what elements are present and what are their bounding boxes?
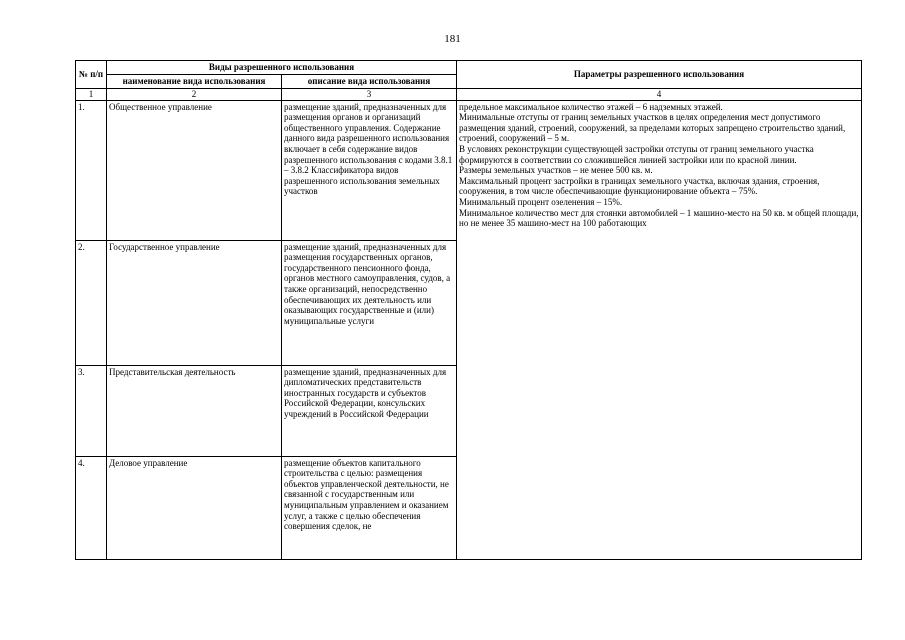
param-line: Минимальное количество мест для стоянки автомобилей – 1 машино-место на 50 кв. м общей площади, но не менее 35 машино-мест на 100 работающих [459,207,859,229]
param-line: предельное максимальное количество этажей – 6 надземных этажей. [459,101,723,112]
header-desc: описание вида использования [282,75,457,89]
row-description: размещение зданий, предназначенных для размещения органов и организаций общественного управления. Содержание данного вида разрешенного использования включает в себя содержание видов разрешенного использования с кодами 3.8.1 – 3.8.2 Классификатора видов разрешенного использования земельных участков [282,100,457,240]
row-name: Государственное управление [107,240,282,365]
row-number: 1. [76,100,107,240]
row-number: 3. [76,365,107,456]
table-row [76,100,862,240]
row-name: Общественное управление [107,100,282,240]
page-number: 181 [444,33,461,45]
permitted-use-table [75,60,862,560]
column-number-1: 1 [76,89,107,101]
row-name: Представительская деятельность [107,365,282,456]
header-params: Параметры разрешенного использования [457,61,862,89]
row-number: 4. [76,456,107,559]
header-name: наименование вида использования [107,75,282,89]
header-num: № п/п [76,61,107,89]
row-description: размещение зданий, предназначенных для размещения государственных органов, государственного пенсионного фонда, органов местного самоуправления, судов, а также организаций, непосредственно обеспечивающих их деятельность или оказывающих государственные и (или) муниципальные услуги [282,240,457,365]
row-description: размещение зданий, предназначенных для дипломатических представительств иностранных государств и субъектов Российской Федерации, консульских учреждений в Российской Федерации [282,365,457,456]
header-group-title: Виды разрешенного использования [107,61,457,75]
param-line: В условиях реконструкции существующей застройки отступы от границ земельного участка формируются в соответствии со сложившейся линией застройки или по красной линии. [459,143,814,165]
column-number-4: 4 [457,89,862,101]
param-line: Минимальный процент озеленения – 15%. [459,196,623,207]
row-description: размещение объектов капитального строительства с целью: размещения объектов управленческой деятельности, не связанной с государственным или муниципальным управлением и оказанием услуг, а также с целью обеспечения совершения сделок, не [282,456,457,559]
column-number-2: 2 [107,89,282,101]
param-line: Максимальный процент застройки в границах земельного участка, включая здания, строения, сооружения, в том числе обеспечивающие функционирование объекта – 75%. [459,175,820,197]
param-line: Размеры земельных участков – не менее 500 кв. м. [459,165,653,176]
column-number-3: 3 [282,89,457,101]
parameters-cell [457,100,862,559]
row-name: Деловое управление [107,456,282,559]
row-number: 2. [76,240,107,365]
param-line: Минимальные отступы от границ земельных участков в целях определения мест допустимого размещения зданий, строений, сооружений, за пределами которых запрещено строительство зданий, строений, сооружений – 5 м. [459,112,846,144]
